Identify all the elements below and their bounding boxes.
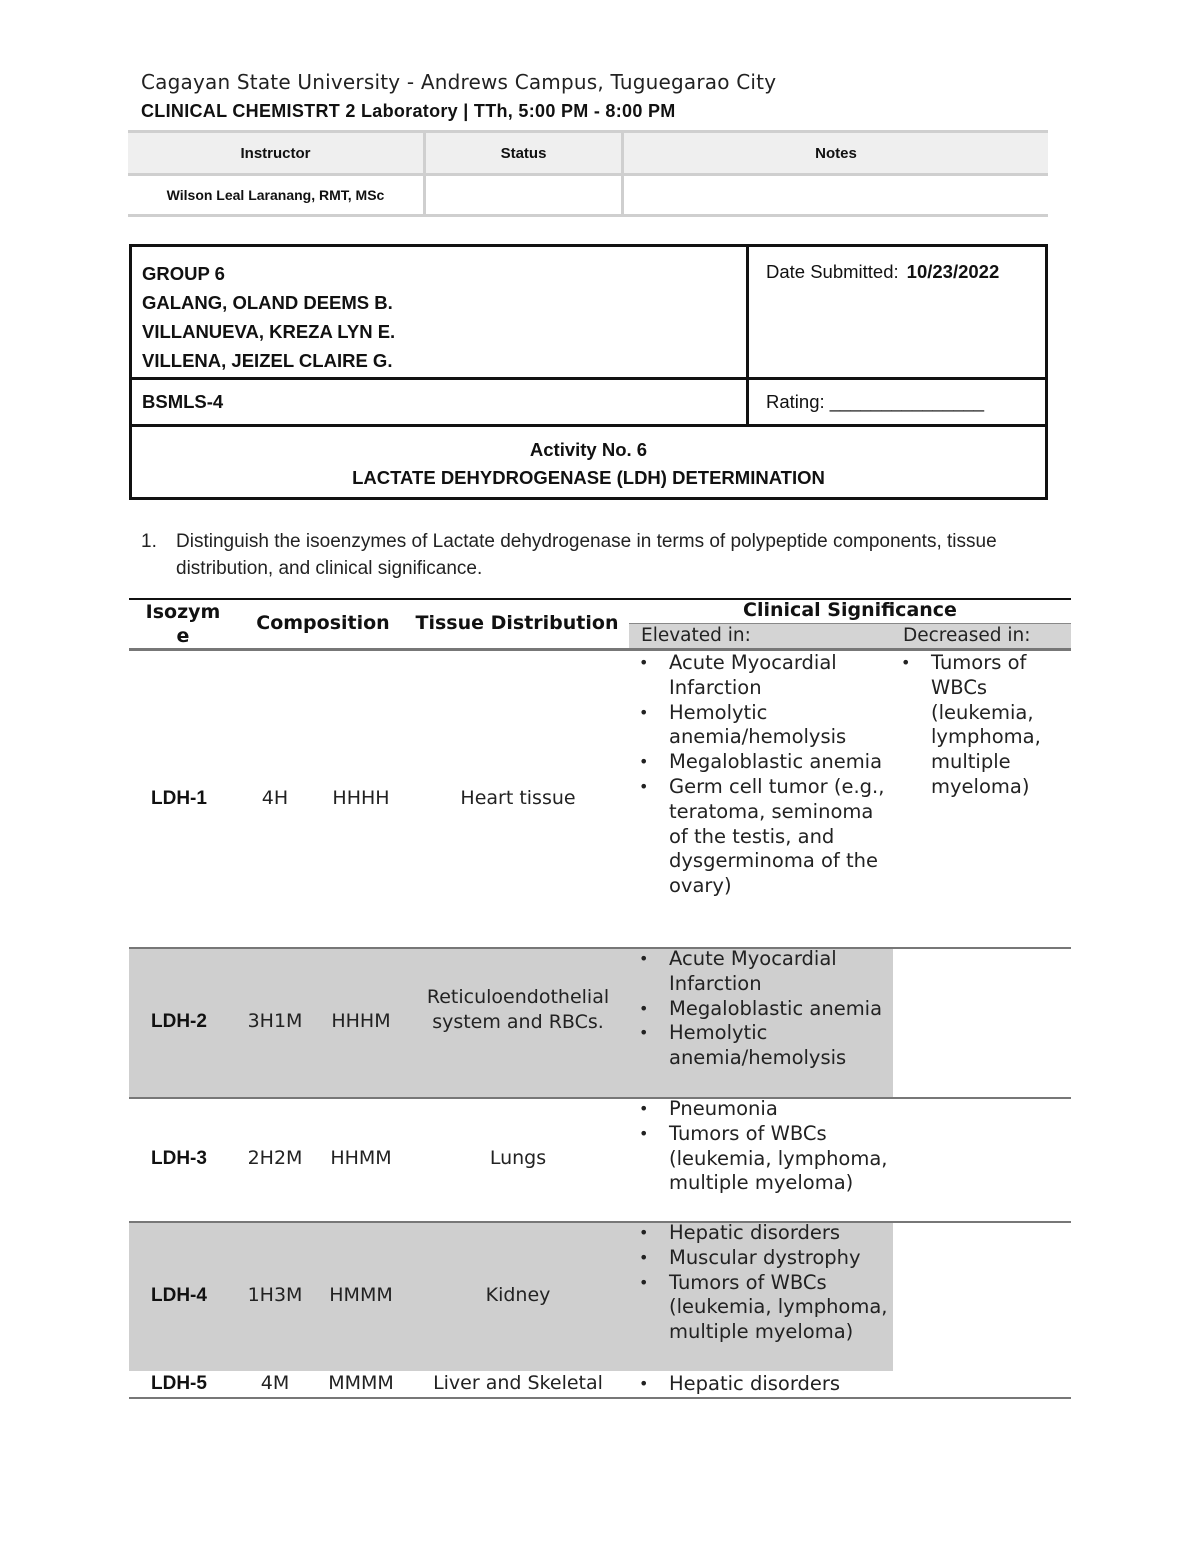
composition-chains: HHHM <box>331 1010 391 1032</box>
date-label: Date Submitted: <box>766 261 899 282</box>
tissue-distribution: Lungs <box>489 1147 547 1169</box>
composition-short: 2H2M <box>247 1147 303 1169</box>
list-item: • Hemolytic anemia/hemolysis <box>631 1021 893 1071</box>
list-item: • Hepatic disorders <box>631 1221 893 1246</box>
composition-chains: HHHH <box>332 787 390 809</box>
university-header: Cagayan State University - Andrews Campus, Tuguegarao City <box>141 70 777 94</box>
rating-line: _______________ <box>829 391 985 412</box>
group-members <box>142 259 395 375</box>
list-item: • Megaloblastic anemia <box>631 997 893 1022</box>
list-item: • Tumors of WBCs (leukemia, lymphoma, multiple myeloma) <box>631 1271 893 1345</box>
elevated-list <box>631 947 893 1071</box>
composition-chains: MMMM <box>328 1372 394 1394</box>
rating-label: Rating: <box>766 391 825 412</box>
status-value <box>425 175 623 216</box>
elevated-list <box>631 651 893 899</box>
tissue-distribution: Heart tissue <box>460 787 576 809</box>
isozyme-name: LDH-2 <box>151 1011 207 1032</box>
elevated-header: Elevated in: <box>641 625 751 646</box>
list-item: • Hemolytic anemia/hemolysis <box>631 701 893 751</box>
table-row <box>129 1097 1071 1221</box>
elevated-list <box>631 1221 893 1345</box>
member-2: VILLANUEVA, KREZA LYN E. <box>142 321 396 342</box>
group-name: GROUP 6 <box>142 263 225 284</box>
list-item: • Germ cell tumor (e.g., teratoma, seminoma of the testis, and dysgerminoma of the ovary) <box>631 775 893 899</box>
member-1: GALANG, OLAND DEEMS B. <box>142 292 393 313</box>
question-text: Distinguish the isoenzymes of Lactate dehydrogenase in terms of polypeptide components, tissue distribution, and clinical significance. <box>176 531 997 579</box>
list-item: • Tumors of WBCs (leukemia, lymphoma, multiple myeloma) <box>631 1122 893 1196</box>
date-submitted <box>766 259 999 285</box>
list-item: • Acute Myocardial Infarction <box>631 651 893 701</box>
composition-header: Composition <box>256 612 390 634</box>
date-value: 10/23/2022 <box>906 261 1000 282</box>
status-header: Status <box>425 132 623 175</box>
tissue-header: Tissue Distribution <box>415 612 619 634</box>
list-item: • Muscular dystrophy <box>631 1246 893 1271</box>
member-3: VILLENA, JEIZEL CLAIRE G. <box>142 350 393 371</box>
composition-short: 1H3M <box>247 1284 303 1306</box>
table-row <box>129 1371 1071 1398</box>
table-row <box>129 1221 1071 1371</box>
list-item: • Acute Myocardial Infarction <box>631 947 893 997</box>
decreased-header: Decreased in: <box>903 625 1031 646</box>
rating <box>766 391 984 413</box>
tissue-distribution: Reticuloendothelial system and RBCs. <box>426 986 610 1033</box>
isozyme-header: Isozym e <box>145 601 221 647</box>
composition-chains: HMMM <box>329 1284 393 1306</box>
course-header: CLINICAL CHEMISTRT 2 Laboratory | TTh, 5:00 PM - 8:00 PM <box>141 101 676 121</box>
list-item: • Hepatic disorders <box>631 1372 893 1397</box>
list-item: • Tumors of WBCs (leukemia, lymphoma, multiple myeloma) <box>893 651 1043 800</box>
isozyme-name: LDH-3 <box>151 1148 207 1169</box>
composition-short: 3H1M <box>247 1010 303 1032</box>
composition-short: 4M <box>260 1372 290 1394</box>
question-number: 1. <box>141 531 157 552</box>
instructor-name: Wilson Leal Laranang, RMT, MSc <box>128 175 425 216</box>
elevated-list <box>631 1097 893 1196</box>
elevated-list <box>631 1372 893 1397</box>
table-row <box>129 651 1071 947</box>
instructor-table <box>128 130 1048 217</box>
notes-header: Notes <box>623 132 1049 175</box>
composition-short: 4H <box>261 787 289 809</box>
instructor-header: Instructor <box>128 132 425 175</box>
activity-number: Activity No. 6 <box>529 439 648 460</box>
list-item: • Pneumonia <box>631 1097 893 1122</box>
group-info-box <box>129 244 1048 500</box>
tissue-distribution: Liver and Skeletal <box>433 1372 603 1394</box>
list-item: • Megaloblastic anemia <box>631 750 893 775</box>
isozyme-name: LDH-5 <box>151 1373 207 1394</box>
activity-title-block <box>132 436 1045 492</box>
decreased-list <box>893 651 1043 800</box>
notes-value <box>623 175 1049 216</box>
tissue-distribution: Kidney <box>485 1284 551 1306</box>
isozyme-name: LDH-1 <box>151 788 207 809</box>
isozyme-name: LDH-4 <box>151 1285 207 1306</box>
clinical-significance-header: Clinical Significance <box>743 599 957 621</box>
table-row <box>129 947 1071 1097</box>
composition-chains: HHMM <box>330 1147 392 1169</box>
section-label: BSMLS-4 <box>142 391 224 412</box>
activity-title: LACTATE DEHYDROGENASE (LDH) DETERMINATION <box>352 467 825 488</box>
